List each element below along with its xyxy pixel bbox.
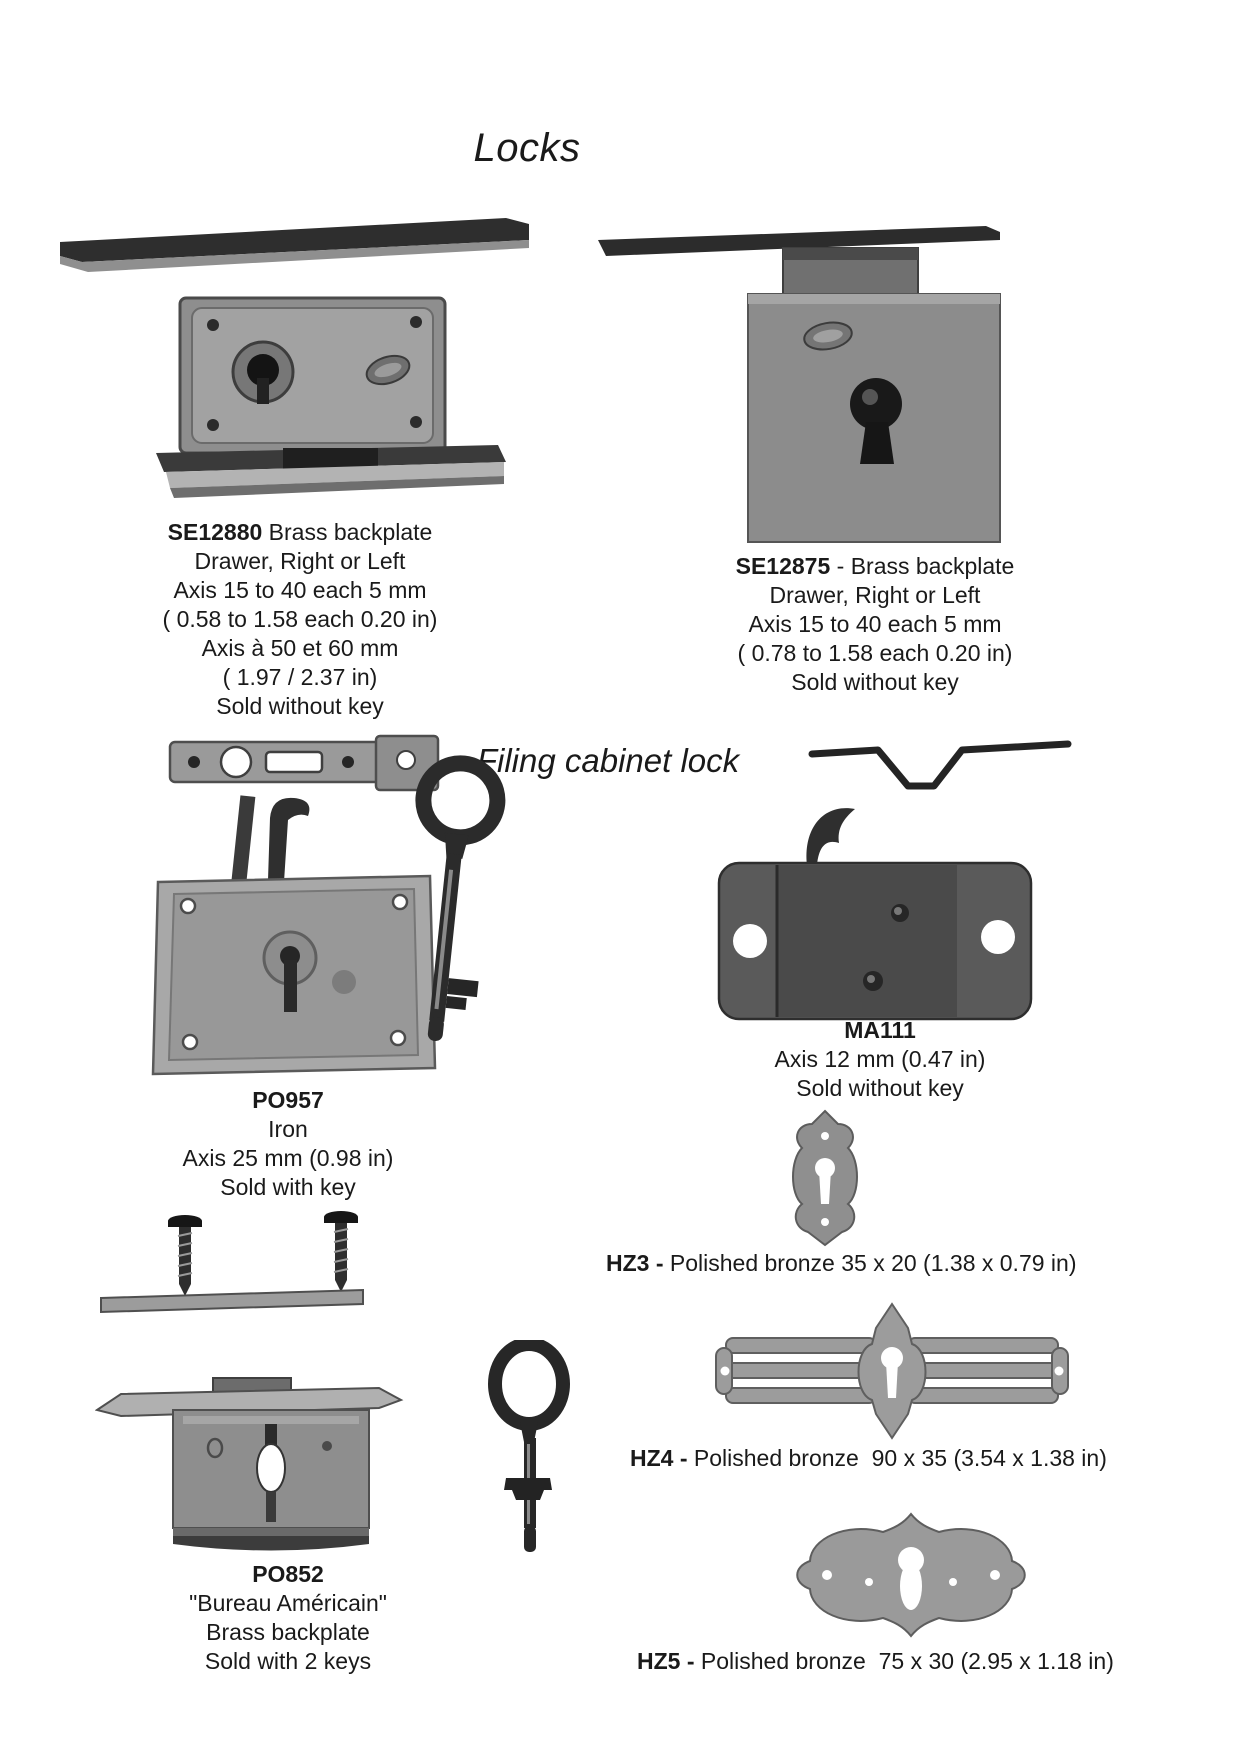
hz4-caption (630, 1445, 1107, 1472)
caption-line: ( 1.97 / 2.37 in) (222, 664, 378, 690)
caption-line: Axis à 50 et 60 mm (201, 635, 399, 661)
product-code: SE12880 (167, 519, 263, 545)
po852-lock-photo (95, 1210, 405, 1555)
hz4-escutcheon-photo (712, 1300, 1072, 1442)
hz3-caption (606, 1250, 1076, 1277)
caption-line: Axis 25 mm (0.98 in) (182, 1145, 394, 1171)
caption-line: Drawer, Right or Left (194, 548, 406, 574)
product-code: HZ4 - (630, 1445, 688, 1471)
ma111-lock-photo (715, 795, 1035, 1023)
caption-line: Sold with key (220, 1174, 356, 1200)
product-code: HZ5 - (637, 1648, 695, 1674)
product-code: PO957 (252, 1087, 324, 1113)
selvage-strip-photo (168, 730, 443, 794)
caption-line: Drawer, Right or Left (769, 582, 981, 608)
ma111-caption (730, 1016, 1030, 1103)
se12880-caption (120, 518, 480, 721)
se12875-caption (695, 552, 1055, 697)
caption-line: "Bureau Américain" (189, 1590, 387, 1616)
caption-line: Sold without key (796, 1075, 964, 1101)
po852-caption (138, 1560, 438, 1676)
po957-caption (138, 1086, 438, 1202)
se12875-lock-photo (598, 222, 1008, 547)
caption-line (120, 518, 480, 547)
product-code: SE12875 (735, 553, 831, 579)
hz3-escutcheon-photo (786, 1108, 864, 1248)
page-title: Locks (473, 126, 581, 170)
po852-key-photo (482, 1340, 577, 1555)
product-desc: Polished bronze 90 x 35 (3.54 x 1.38 in) (687, 1445, 1107, 1471)
product-code: PO852 (252, 1561, 324, 1587)
caption-line: ( 0.78 to 1.58 each 0.20 in) (737, 640, 1013, 666)
caption-line (695, 552, 1055, 581)
product-desc: Polished bronze 35 x 20 (1.38 x 0.79 in) (663, 1250, 1077, 1276)
caption-line: Sold without key (791, 669, 959, 695)
caption-line: Brass backplate (206, 1619, 370, 1645)
product-code: MA111 (844, 1017, 916, 1043)
se12880-lock-photo (58, 210, 533, 525)
caption-line: Axis 12 mm (0.47 in) (774, 1046, 986, 1072)
hz5-caption (637, 1648, 1114, 1675)
caption-line: Axis 15 to 40 each 5 mm (173, 577, 427, 603)
product-code: HZ3 - (606, 1250, 664, 1276)
caption-line: Sold without key (216, 693, 384, 719)
caption-line: Axis 15 to 40 each 5 mm (748, 611, 1002, 637)
product-desc: Polished bronze 75 x 30 (2.95 x 1.18 in) (694, 1648, 1114, 1674)
caption-line: Iron (268, 1116, 308, 1142)
filing-cabinet-heading: Filing cabinet lock (476, 742, 740, 779)
caption-line: Sold with 2 keys (204, 1648, 372, 1674)
hz5-escutcheon-photo (752, 1512, 1070, 1638)
caption-line: ( 0.58 to 1.58 each 0.20 in) (162, 606, 438, 632)
zigzag-rod-photo (808, 738, 1073, 802)
product-desc: - Brass backplate (830, 553, 1015, 579)
product-desc: Brass backplate (262, 519, 433, 545)
